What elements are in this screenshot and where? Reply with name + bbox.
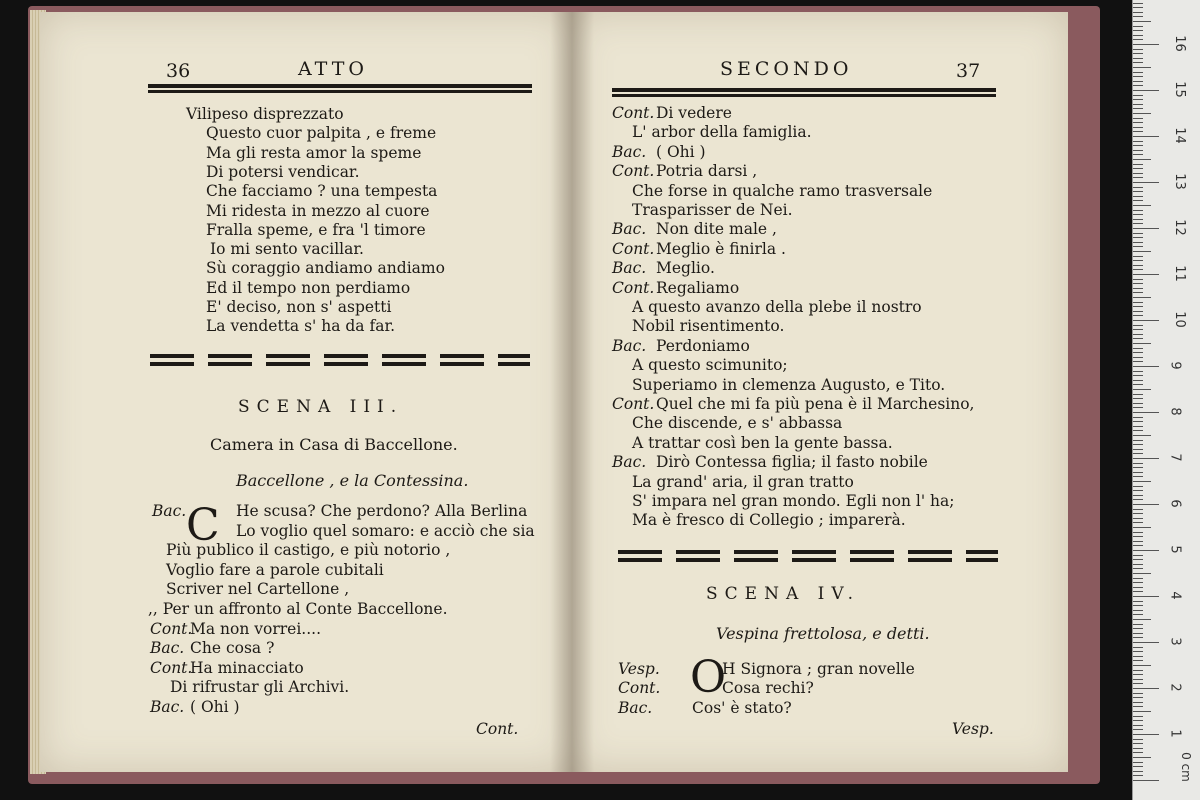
ruler-number: 4 bbox=[1167, 591, 1183, 600]
ruler-tick bbox=[1133, 601, 1143, 602]
ruler-tick bbox=[1133, 256, 1143, 257]
ruler-tick bbox=[1133, 412, 1159, 413]
ruler-tick bbox=[1133, 375, 1143, 376]
ruler-tick bbox=[1133, 352, 1143, 353]
ruler-tick bbox=[1133, 509, 1143, 510]
ruler-tick bbox=[1133, 472, 1143, 473]
ruler-tick bbox=[1133, 628, 1143, 629]
catchword: Vesp. bbox=[952, 720, 994, 738]
ruler-tick bbox=[1133, 748, 1143, 749]
ruler-tick bbox=[1133, 62, 1143, 63]
verse-line: Io mi sento vacillar. bbox=[210, 240, 364, 259]
ruler-tick bbox=[1133, 361, 1143, 362]
measuring-ruler bbox=[1132, 0, 1200, 800]
ruler-tick bbox=[1133, 739, 1143, 740]
ruler-tick bbox=[1133, 67, 1151, 68]
ruler-tick bbox=[1133, 679, 1143, 680]
ruler-tick bbox=[1133, 568, 1143, 569]
ruler-tick bbox=[1133, 435, 1151, 436]
dialogue-line: Regaliamo bbox=[656, 278, 740, 297]
ruler-tick bbox=[1133, 223, 1143, 224]
dialogue-line: H Signora ; gran novelle bbox=[722, 660, 915, 678]
ruler-tick bbox=[1133, 656, 1143, 657]
ruler-tick bbox=[1133, 348, 1143, 349]
ruler-tick bbox=[1133, 311, 1143, 312]
ruler-tick bbox=[1133, 251, 1151, 252]
scene-divider-ornament bbox=[150, 354, 530, 366]
catchword: Cont. bbox=[476, 720, 519, 738]
ruler-tick bbox=[1133, 706, 1143, 707]
ruler-tick bbox=[1133, 582, 1143, 583]
ruler-tick bbox=[1133, 647, 1143, 648]
dialogue-line: A questo scimunito; bbox=[632, 356, 788, 375]
ruler-tick bbox=[1133, 334, 1143, 335]
ruler-tick bbox=[1133, 72, 1143, 73]
scene-characters: Baccellone , e la Contessina. bbox=[236, 471, 469, 490]
ruler-tick bbox=[1133, 242, 1143, 243]
dialogue-line: S' impara nel gran mondo. Egli non l' ha; bbox=[632, 492, 955, 510]
ruler-tick bbox=[1133, 720, 1143, 721]
dialogue-line: ( Ohi ) bbox=[656, 142, 706, 161]
ruler-tick bbox=[1133, 651, 1143, 652]
ruler-tick bbox=[1133, 504, 1159, 505]
ruler-tick bbox=[1133, 417, 1143, 418]
scene-title: SCENA III. bbox=[238, 397, 404, 417]
ruler-tick bbox=[1133, 136, 1159, 137]
ruler-tick bbox=[1133, 440, 1143, 441]
ruler-tick bbox=[1133, 619, 1151, 620]
ruler-number: 14 bbox=[1171, 127, 1187, 144]
ruler-tick bbox=[1133, 573, 1151, 574]
dialogue-line: Di rifrustar gli Archivi. bbox=[170, 678, 350, 697]
ruler-tick bbox=[1133, 660, 1143, 661]
ruler-tick bbox=[1133, 150, 1143, 151]
ruler-tick bbox=[1133, 624, 1143, 625]
left-page bbox=[40, 12, 573, 772]
ruler-tick bbox=[1133, 329, 1143, 330]
scene-divider-ornament bbox=[618, 550, 998, 562]
verse-line: Fralla speme, e fra 'l timore bbox=[206, 220, 426, 239]
ruler-tick bbox=[1133, 426, 1143, 427]
dialogue-line: He scusa? Che perdono? Alla Berlina bbox=[236, 502, 528, 520]
ruler-number: 12 bbox=[1171, 219, 1187, 236]
verse-line: La vendetta s' ha da far. bbox=[206, 317, 396, 336]
ruler-tick bbox=[1133, 499, 1143, 500]
verse-line: Questo cuor palpita , e freme bbox=[206, 124, 437, 143]
right-page bbox=[572, 12, 1068, 772]
dialogue-line: Ma è fresco di Collegio ; imparerà. bbox=[632, 511, 906, 530]
ruler-tick bbox=[1133, 182, 1159, 183]
dialogue-line: ( Ohi ) bbox=[190, 698, 240, 716]
dialogue-line: Più publico il castigo, e più notorio , bbox=[166, 541, 451, 560]
drop-cap: O bbox=[690, 652, 727, 703]
ruler-tick bbox=[1133, 297, 1151, 298]
ruler-tick bbox=[1133, 187, 1143, 188]
ruler-tick bbox=[1133, 228, 1159, 229]
ruler-tick bbox=[1133, 743, 1143, 744]
ruler-tick bbox=[1133, 587, 1143, 588]
ruler-tick bbox=[1133, 591, 1143, 592]
dialogue-line: Superiamo in clemenza Augusto, e Tito. bbox=[632, 375, 946, 394]
drop-cap: C bbox=[186, 500, 220, 551]
ruler-tick bbox=[1133, 122, 1143, 123]
dialogue-line: La grand' aria, il gran tratto bbox=[632, 472, 854, 491]
left-page-number: 36 bbox=[166, 60, 191, 82]
ruler-tick bbox=[1133, 711, 1151, 712]
ruler-tick bbox=[1133, 518, 1143, 519]
verse-line: E' deciso, non s' aspetti bbox=[206, 298, 392, 316]
ruler-tick bbox=[1133, 467, 1143, 468]
ruler-tick bbox=[1133, 564, 1143, 565]
ruler-tick bbox=[1133, 7, 1143, 8]
ruler-tick bbox=[1133, 394, 1143, 395]
ruler-number: 7 bbox=[1167, 453, 1183, 462]
ruler-tick bbox=[1133, 283, 1143, 284]
ruler-tick bbox=[1133, 288, 1143, 289]
ruler-tick bbox=[1133, 486, 1143, 487]
ruler-tick bbox=[1133, 90, 1159, 91]
speaker-label: Bac. bbox=[150, 698, 185, 716]
ruler-tick bbox=[1133, 596, 1159, 597]
ruler-tick bbox=[1133, 697, 1143, 698]
ruler-number: 15 bbox=[1171, 81, 1187, 98]
ruler-tick bbox=[1133, 771, 1143, 772]
ruler-tick bbox=[1133, 513, 1143, 514]
ruler-tick bbox=[1133, 302, 1143, 303]
dialogue-line: Ma non vorrei.... bbox=[190, 619, 322, 638]
ruler-tick bbox=[1133, 610, 1143, 611]
ruler-tick bbox=[1133, 210, 1143, 211]
ruler-tick bbox=[1133, 550, 1159, 551]
ruler-tick bbox=[1133, 458, 1159, 459]
ruler-tick bbox=[1133, 306, 1143, 307]
ruler-tick bbox=[1133, 453, 1143, 454]
scene-title: SCENA IV. bbox=[706, 584, 861, 604]
ruler-tick bbox=[1133, 237, 1143, 238]
ruler-tick bbox=[1133, 614, 1143, 615]
ruler-tick bbox=[1133, 39, 1143, 40]
ruler-tick bbox=[1133, 421, 1143, 422]
verse-line: Che facciamo ? una tempesta bbox=[206, 182, 438, 201]
ruler-tick bbox=[1133, 398, 1143, 399]
ruler-tick bbox=[1133, 104, 1143, 105]
dialogue-line: Scriver nel Cartellone , bbox=[166, 580, 350, 599]
ruler-tick bbox=[1133, 389, 1151, 390]
dialogue-line: A questo avanzo della plebe il nostro bbox=[632, 298, 922, 316]
ruler-tick bbox=[1133, 536, 1143, 537]
dialogue-line: Dirò Contessa figlia; il fasto nobile bbox=[656, 453, 928, 472]
dialogue-line: Perdoniamo bbox=[656, 336, 750, 355]
ruler-tick bbox=[1133, 21, 1151, 22]
right-running-header: SECONDO bbox=[720, 58, 853, 80]
ruler-tick bbox=[1133, 674, 1143, 675]
speaker-label: Bac. bbox=[612, 220, 647, 239]
ruler-tick bbox=[1133, 53, 1143, 54]
ruler-tick bbox=[1133, 58, 1143, 59]
ruler-tick bbox=[1133, 522, 1143, 523]
ruler-unit-label: 0 cm bbox=[1178, 752, 1193, 782]
ruler-tick bbox=[1133, 44, 1159, 45]
ruler-tick bbox=[1133, 449, 1143, 450]
ruler-number: 3 bbox=[1167, 637, 1183, 646]
speaker-label: Bac. bbox=[152, 502, 187, 520]
ruler-tick bbox=[1133, 541, 1143, 542]
dialogue-line: Quel che mi fa più pena è il Marchesino, bbox=[656, 395, 975, 413]
ruler-tick bbox=[1133, 76, 1143, 77]
ruler-tick bbox=[1133, 642, 1159, 643]
verse-line: Mi ridesta in mezzo al cuore bbox=[206, 201, 430, 220]
ruler-tick bbox=[1133, 670, 1143, 671]
ruler-number: 1 bbox=[1167, 729, 1183, 738]
ruler-tick bbox=[1133, 762, 1143, 763]
ruler-tick bbox=[1133, 532, 1143, 533]
ruler-tick bbox=[1133, 214, 1143, 215]
ruler-tick bbox=[1133, 633, 1143, 634]
ruler-tick bbox=[1133, 12, 1143, 13]
ruler-tick bbox=[1133, 766, 1143, 767]
dialogue-line: Che discende, e s' abbassa bbox=[632, 414, 843, 433]
ruler-number: 6 bbox=[1167, 499, 1183, 508]
ruler-tick bbox=[1133, 444, 1143, 445]
ruler-tick bbox=[1133, 688, 1159, 689]
verse-line: Sù coraggio andiamo andiamo bbox=[206, 259, 445, 278]
speaker-label: Cont. bbox=[150, 619, 193, 638]
ruler-tick bbox=[1133, 85, 1143, 86]
ruler-tick bbox=[1133, 164, 1143, 165]
dialogue-line: L' arbor della famiglia. bbox=[632, 123, 812, 142]
ruler-tick bbox=[1133, 233, 1143, 234]
ruler-tick bbox=[1133, 555, 1143, 556]
verse-line: Ed il tempo non perdiamo bbox=[206, 278, 411, 297]
dialogue-line: Ha minacciato bbox=[190, 658, 304, 677]
ruler-tick bbox=[1133, 3, 1143, 4]
ruler-tick bbox=[1133, 315, 1143, 316]
ruler-tick bbox=[1133, 476, 1143, 477]
dialogue-line: Lo voglio quel somaro: e acciò che sia bbox=[236, 521, 535, 540]
ruler-tick bbox=[1133, 527, 1151, 528]
ruler-tick bbox=[1133, 145, 1143, 146]
header-rule bbox=[148, 84, 532, 90]
dialogue-line: Cos' è stato? bbox=[692, 698, 792, 717]
left-running-header: ATTO bbox=[298, 58, 368, 80]
speaker-label: Bac. bbox=[612, 336, 647, 355]
ruler-tick bbox=[1133, 279, 1143, 280]
ruler-tick bbox=[1133, 35, 1143, 36]
ruler-tick bbox=[1133, 752, 1143, 753]
ruler-tick bbox=[1133, 559, 1143, 560]
ruler-tick bbox=[1133, 173, 1143, 174]
ruler-tick bbox=[1133, 127, 1143, 128]
ruler-tick bbox=[1133, 219, 1143, 220]
ruler-tick bbox=[1133, 325, 1143, 326]
right-page-number: 37 bbox=[956, 60, 981, 82]
ruler-tick bbox=[1133, 141, 1143, 142]
ruler-tick bbox=[1133, 292, 1143, 293]
ruler-tick bbox=[1133, 265, 1143, 266]
ruler-tick bbox=[1133, 131, 1143, 132]
ruler-tick bbox=[1133, 260, 1143, 261]
ruler-tick bbox=[1133, 26, 1143, 27]
speaker-label: Cont. bbox=[618, 679, 661, 698]
ruler-tick bbox=[1133, 269, 1143, 270]
ruler-number: 2 bbox=[1167, 683, 1183, 692]
ruler-tick bbox=[1133, 118, 1143, 119]
dialogue-line: Di vedere bbox=[656, 104, 732, 122]
verse-line: Di potersi vendicar. bbox=[206, 162, 360, 181]
ruler-number: 13 bbox=[1171, 173, 1187, 190]
header-rule bbox=[612, 88, 996, 94]
verse-line: Ma gli resta amor la speme bbox=[206, 143, 422, 162]
dialogue-line: Cosa rechi? bbox=[722, 679, 814, 698]
ruler-number: 9 bbox=[1167, 361, 1183, 370]
ruler-tick bbox=[1133, 320, 1159, 321]
ruler-tick bbox=[1133, 49, 1143, 50]
ruler-tick bbox=[1133, 380, 1143, 381]
dialogue-line: A trattar così ben la gente bassa. bbox=[632, 433, 893, 452]
ruler-tick bbox=[1133, 246, 1143, 247]
speaker-label: Bac. bbox=[612, 453, 647, 472]
verse-line: Vilipeso disprezzato bbox=[186, 105, 344, 123]
ruler-tick bbox=[1133, 357, 1143, 358]
ruler-tick bbox=[1133, 99, 1143, 100]
ruler-tick bbox=[1133, 177, 1143, 178]
ruler-tick bbox=[1133, 757, 1151, 758]
speaker-label: Cont. bbox=[612, 239, 655, 258]
ruler-tick bbox=[1133, 196, 1143, 197]
ruler-tick bbox=[1133, 665, 1151, 666]
ruler-tick bbox=[1133, 430, 1143, 431]
ruler-number: 8 bbox=[1167, 407, 1183, 416]
dialogue-line: Meglio. bbox=[656, 259, 715, 278]
ruler-tick bbox=[1133, 81, 1143, 82]
dialogue-line: Voglio fare a parole cubitali bbox=[166, 560, 384, 579]
ruler-tick bbox=[1133, 693, 1143, 694]
dialogue-line: Potria darsi , bbox=[656, 162, 758, 181]
scene-setting: Camera in Casa di Baccellone. bbox=[210, 435, 458, 454]
ruler-tick bbox=[1133, 780, 1159, 781]
ruler-tick bbox=[1133, 384, 1143, 385]
ruler-tick bbox=[1133, 95, 1143, 96]
ruler-tick bbox=[1133, 371, 1143, 372]
ruler-tick bbox=[1133, 200, 1143, 201]
ruler-tick bbox=[1133, 545, 1143, 546]
speaker-label: Bac. bbox=[150, 639, 185, 658]
speaker-label: Bac. bbox=[612, 142, 647, 161]
ruler-tick bbox=[1133, 154, 1143, 155]
ruler-tick bbox=[1133, 108, 1143, 109]
dialogue-line: Che forse in qualche ramo trasversale bbox=[632, 181, 933, 200]
ruler-tick bbox=[1133, 16, 1143, 17]
dialogue-line: Nobil risentimento. bbox=[632, 317, 785, 336]
dialogue-line: Trasparisser de Nei. bbox=[632, 201, 793, 219]
ruler-tick bbox=[1133, 716, 1143, 717]
scene-characters: Vespina frettolosa, e detti. bbox=[716, 624, 930, 643]
ruler-tick bbox=[1133, 274, 1159, 275]
dialogue-line: Meglio è finirla . bbox=[656, 239, 786, 258]
ruler-tick bbox=[1133, 403, 1143, 404]
speaker-label: Cont. bbox=[612, 395, 655, 413]
dialogue-line: Non dite male , bbox=[656, 220, 777, 239]
dialogue-line: Che cosa ? bbox=[190, 639, 275, 658]
ruler-tick bbox=[1133, 338, 1143, 339]
ruler-number: 16 bbox=[1171, 35, 1187, 52]
speaker-label: Cont. bbox=[612, 104, 655, 122]
ruler-tick bbox=[1133, 113, 1151, 114]
ruler-number: 5 bbox=[1167, 545, 1183, 554]
ruler-tick bbox=[1133, 191, 1143, 192]
speaker-label: Vesp. bbox=[618, 660, 660, 678]
speaker-label: Bac. bbox=[618, 698, 653, 717]
ruler-number: 10 bbox=[1171, 311, 1187, 328]
ruler-tick bbox=[1133, 168, 1143, 169]
ruler-tick bbox=[1133, 463, 1143, 464]
ruler-tick bbox=[1133, 159, 1151, 160]
speaker-label: Cont. bbox=[612, 278, 655, 297]
ruler-tick bbox=[1133, 495, 1143, 496]
ruler-tick bbox=[1133, 490, 1143, 491]
speaker-label: Cont. bbox=[612, 162, 655, 181]
ruler-number: 11 bbox=[1171, 265, 1187, 282]
speaker-label: Cont. bbox=[150, 658, 193, 677]
ruler-tick bbox=[1133, 605, 1143, 606]
speaker-label: Bac. bbox=[612, 259, 647, 278]
ruler-tick bbox=[1133, 407, 1143, 408]
ruler-tick bbox=[1133, 30, 1143, 31]
ruler-tick bbox=[1133, 481, 1151, 482]
ruler-tick bbox=[1133, 343, 1151, 344]
ruler-tick bbox=[1133, 702, 1143, 703]
ruler-tick bbox=[1133, 205, 1151, 206]
ruler-tick bbox=[1133, 725, 1143, 726]
dialogue-line: ,, Per un affronto al Conte Baccellone. bbox=[148, 600, 448, 618]
ruler-tick bbox=[1133, 683, 1143, 684]
ruler-tick bbox=[1133, 578, 1143, 579]
ruler-tick bbox=[1133, 734, 1159, 735]
ruler-tick bbox=[1133, 729, 1143, 730]
ruler-tick bbox=[1133, 775, 1143, 776]
ruler-tick bbox=[1133, 366, 1159, 367]
ruler-tick bbox=[1133, 637, 1143, 638]
